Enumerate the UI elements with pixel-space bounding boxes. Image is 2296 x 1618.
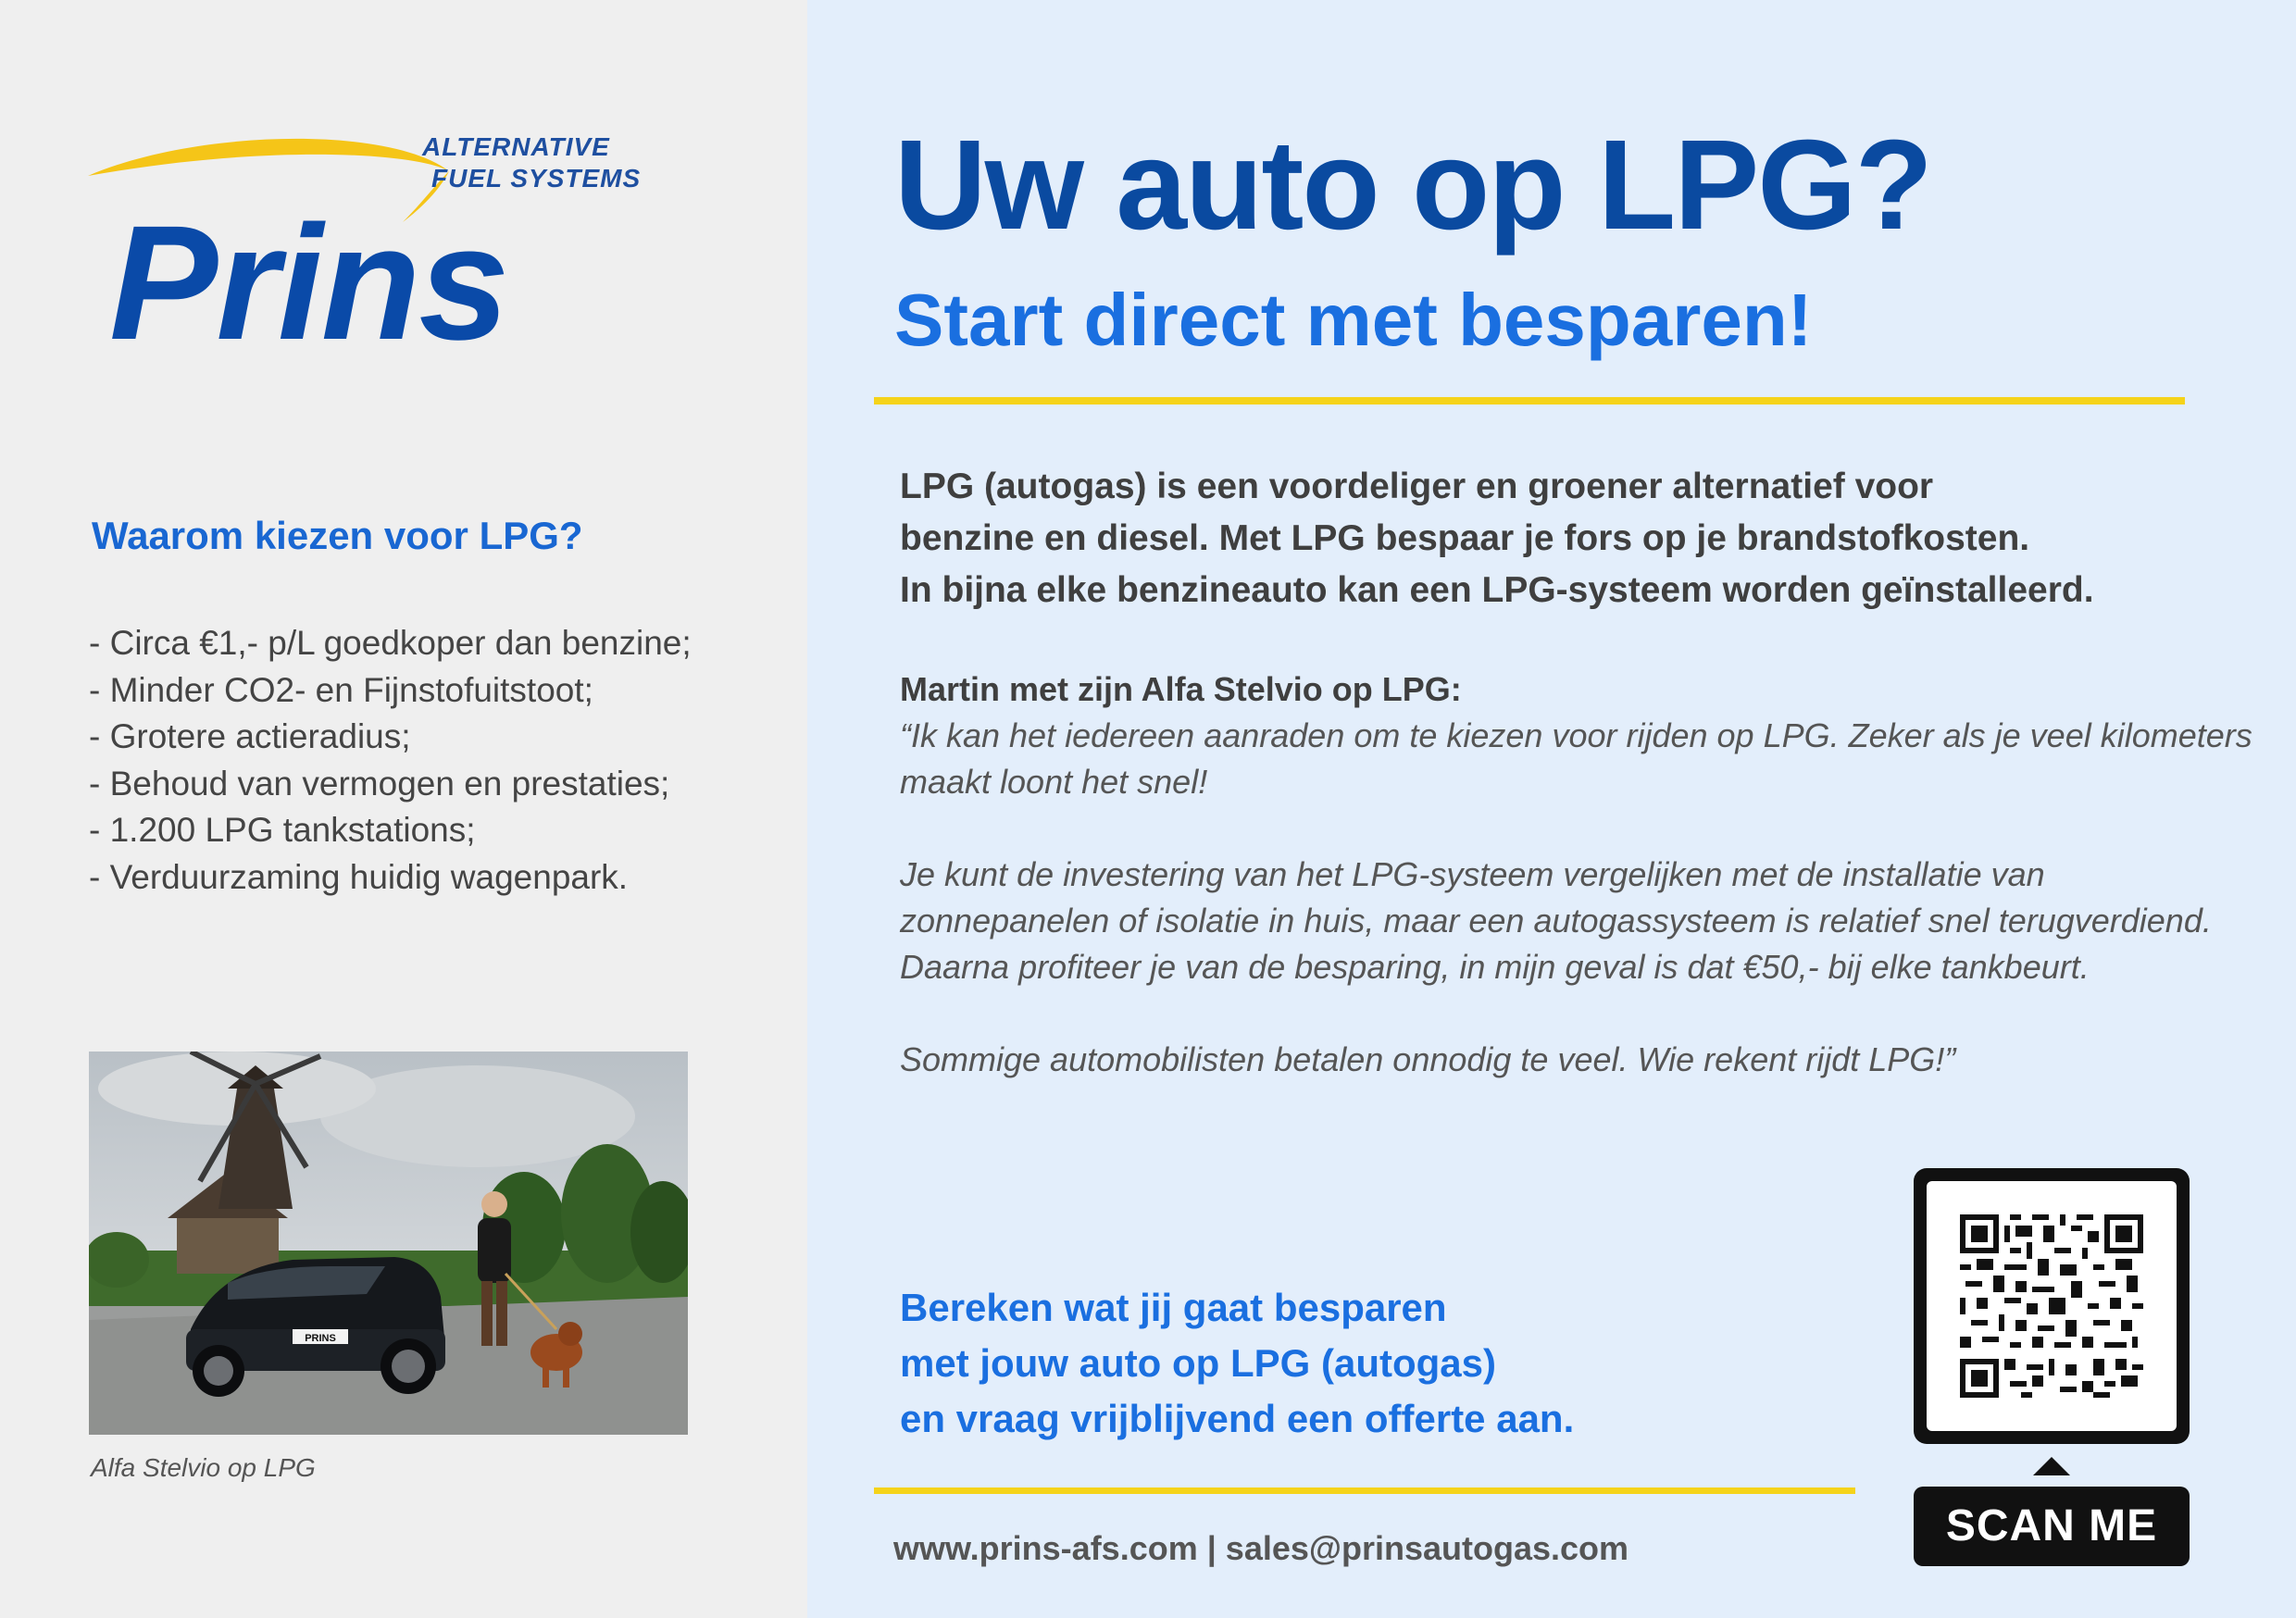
list-item: - Circa €1,- p/L goedkoper dan benzine; [89, 620, 692, 667]
logo-tagline-line1: ALTERNATIVE [422, 132, 610, 161]
list-item: - Minder CO2- en Fijnstofuitstoot; [89, 667, 692, 715]
quote-line: maakt loont het snel! [900, 763, 1208, 801]
qr-code[interactable] [1914, 1168, 2190, 1444]
quote-line: zonnepanelen of isolatie in huis, maar een autogassysteem is relatief snel terugverdiend. [900, 902, 2212, 940]
quote-line: Sommige automobilisten betalen onnodig te veel. Wie rekent rijdt LPG!” [900, 1040, 1956, 1078]
page-title: Uw auto op LPG? [894, 114, 1931, 256]
quote-paragraph [900, 852, 2252, 990]
car-photo [89, 1052, 688, 1435]
quote-paragraph [900, 1037, 2252, 1083]
license-plate: PRINS [305, 1333, 336, 1344]
divider-top [874, 397, 2185, 404]
intro-line: In bijna elke benzineauto kan een LPG-systeem worden geïnstalleerd. [900, 570, 2094, 610]
scan-me-label: SCAN ME [1914, 1487, 2190, 1566]
qr-code-icon [1960, 1214, 2143, 1398]
list-item: - Grotere actieradius; [89, 714, 692, 761]
quote-author: Martin met zijn Alfa Stelvio op LPG: [900, 670, 1462, 708]
call-to-action [900, 1280, 1574, 1447]
benefits-heading: Waarom kiezen voor LPG? [92, 514, 583, 557]
quote-line: “Ik kan het iedereen aanraden om te kiezen voor rijden op LPG. Zeker als je veel kilometers [900, 716, 2252, 754]
benefits-list [89, 620, 692, 901]
qr-pointer [2033, 1457, 2070, 1475]
contact-info[interactable]: www.prins-afs.com | sales@prinsautogas.com [893, 1529, 1629, 1567]
logo-wordmark: Prins [109, 193, 508, 374]
photo-caption: Alfa Stelvio op LPG [91, 1453, 316, 1482]
list-item: - Behoud van vermogen en prestaties; [89, 761, 692, 808]
cta-line: Bereken wat jij gaat besparen [900, 1286, 1447, 1329]
list-item: - 1.200 LPG tankstations; [89, 807, 692, 854]
testimonial-quote [900, 713, 2252, 1129]
qr-code-inner [1927, 1181, 2177, 1431]
cta-line: en vraag vrijblijvend een offerte aan. [900, 1397, 1575, 1440]
divider-bottom [874, 1487, 1855, 1494]
quote-line: Je kunt de investering van het LPG-systeem vergelijken met de installatie van [900, 855, 2045, 893]
intro-text [900, 461, 2094, 616]
intro-line: LPG (autogas) is een voordeliger en groener alternatief voor [900, 467, 1934, 506]
quote-paragraph [900, 713, 2252, 805]
intro-line: benzine en diesel. Met LPG bespaar je fors op je brandstofkosten. [900, 518, 2030, 558]
logo-tagline [422, 131, 641, 194]
cta-line: met jouw auto op LPG (autogas) [900, 1341, 1496, 1385]
logo-tagline-line2: FUEL SYSTEMS [431, 164, 642, 193]
page-subtitle: Start direct met besparen! [894, 279, 1813, 361]
prins-logo [83, 120, 713, 374]
quote-line: Daarna profiteer je van de besparing, in mijn geval is dat €50,- bij elke tankbeurt. [900, 948, 2090, 986]
list-item: - Verduurzaming huidig wagenpark. [89, 854, 692, 902]
